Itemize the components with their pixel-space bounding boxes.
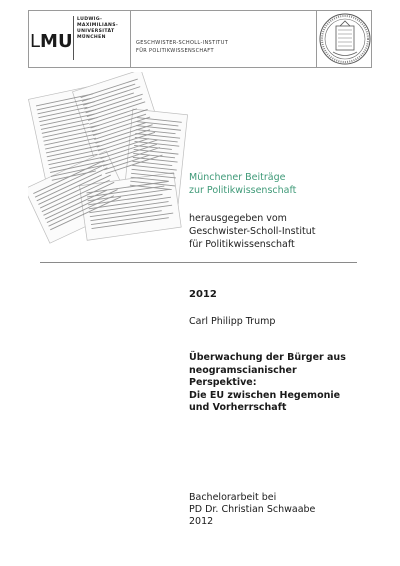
institute-name: GESCHWISTER-SCHOLL-INSTITUT FÜR POLITIKWISSENSCHAFT xyxy=(136,40,229,54)
header-separator xyxy=(316,10,317,68)
publication-year: 2012 xyxy=(189,289,217,300)
university-name: LUDWIG- MAXIMILIANS- UNIVERSITÄT MÜNCHEN xyxy=(77,17,119,40)
thesis-info: Bachelorarbeit bei PD Dr. Christian Schwaabe 2012 xyxy=(189,492,316,527)
series-title: Münchener Beiträge zur Politikwissenschaft xyxy=(189,172,297,196)
university-seal-icon xyxy=(318,12,372,66)
editor-statement: herausgegeben vom Geschwister-Scholl-Institut für Politikwissenschaft xyxy=(189,213,316,250)
author-name: Carl Philipp Trump xyxy=(189,316,276,327)
scattered-papers-illustration xyxy=(28,72,188,247)
horizontal-divider xyxy=(40,262,357,263)
lmu-logo: LMU xyxy=(30,31,73,52)
header-separator xyxy=(130,10,131,68)
document-title: Überwachung der Bürger aus neogramscianischer Perspektive: Die EU zwischen Hegemonie und Vorherrschaft xyxy=(189,352,346,413)
logo-divider xyxy=(73,16,74,60)
